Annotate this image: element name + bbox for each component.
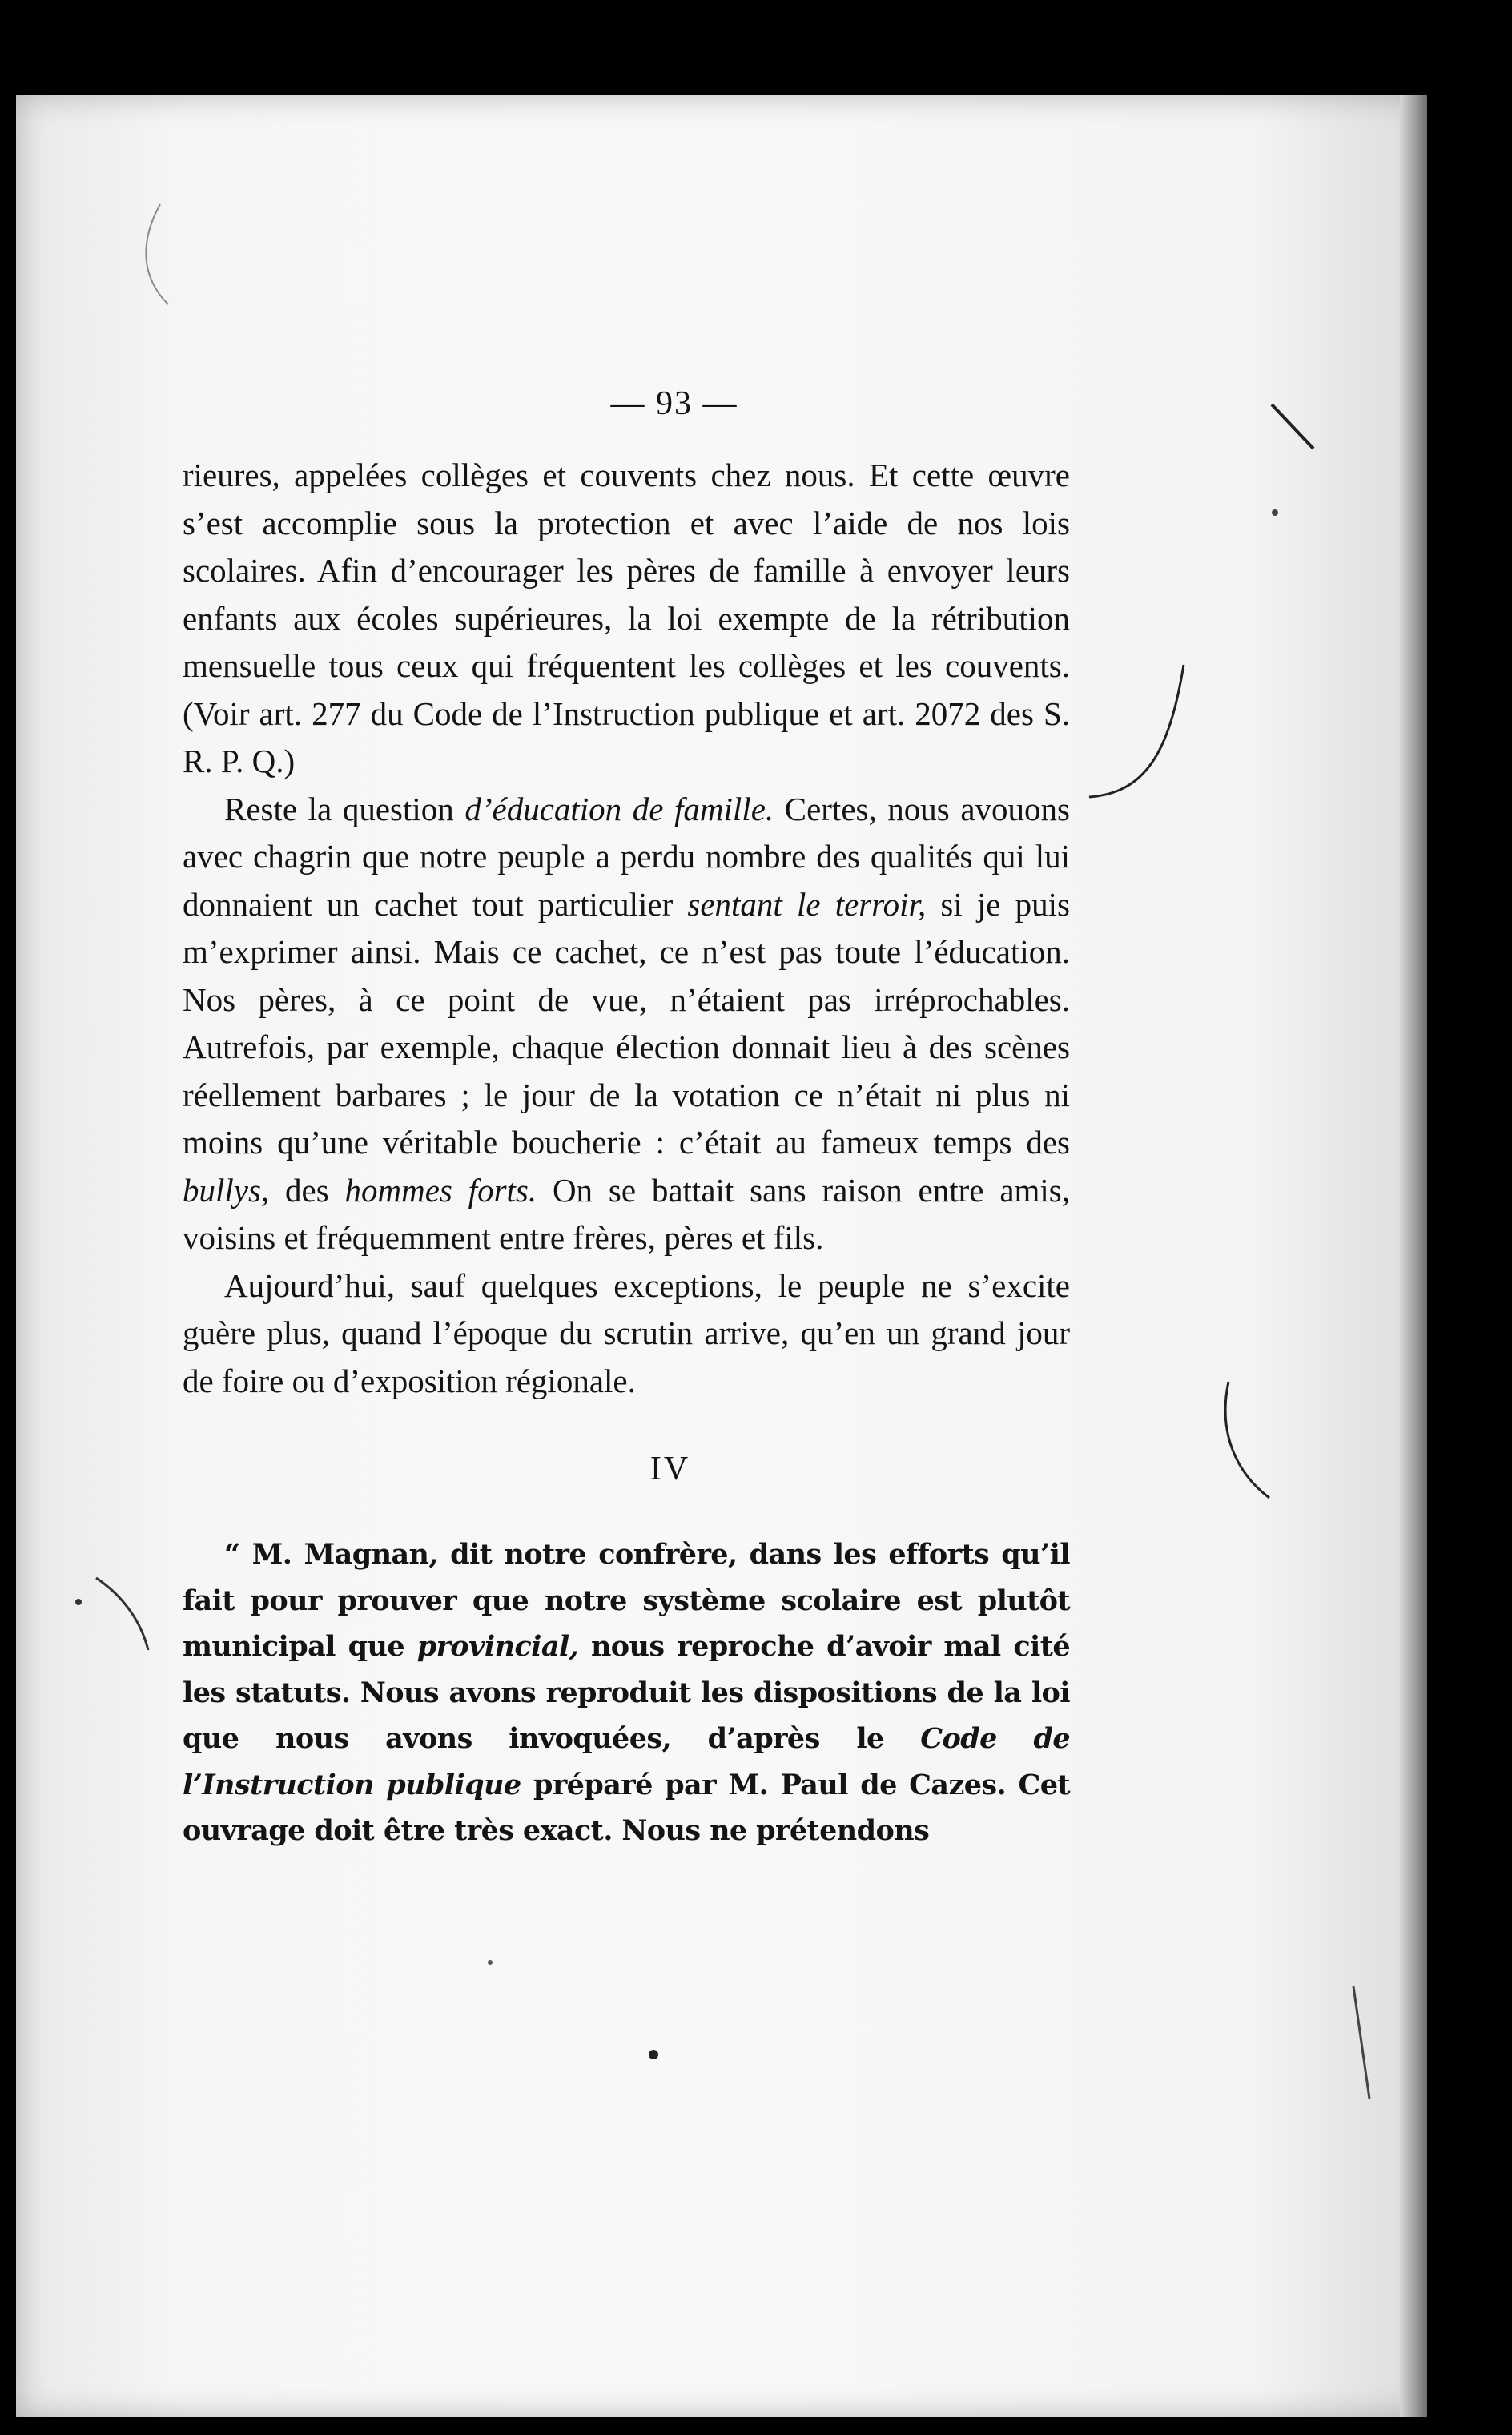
bottom-edge-mark — [1353, 1986, 1369, 2099]
italic-phrase: hommes forts. — [344, 1171, 537, 1209]
paragraph-text: Certes, nous avouons avec chagrin que notre peuple a perdu nombre des qualités qui lui donnaient un cachet tout particulier — [183, 790, 1070, 923]
margin-bracket-mark — [1089, 665, 1184, 797]
paragraph-text: si je puis m’exprimer ainsi. Mais ce cachet, ce n’est pas toute l’éducation. Nos pères, à ce point de vue, n’étaient pas irréprochables. Autrefois, par exemple, chaque élection donnait lieu à des scènes réellement barbares ; le jour de la votation ce n’était ni plus ni moins qu’une véritable boucherie : c’était au fameux temps des — [183, 885, 1070, 1161]
paragraph-text: Reste la question — [224, 790, 465, 827]
left-edge-curve — [146, 204, 168, 304]
paragraph-text: des — [269, 1171, 345, 1209]
paragraph — [183, 1262, 1070, 1406]
page-number: — 93 — — [610, 385, 738, 422]
italic-phrase: sentant le terroir, — [687, 885, 927, 923]
quote-text: “ M. Magnan, dit notre confrère, dans les efforts qu’il fait pour prouver que notre système scolaire est plutôt municipal que — [183, 1538, 1070, 1663]
margin-curve-mark — [1225, 1382, 1269, 1498]
italic-phrase: d’éducation de famille. — [464, 790, 774, 827]
paragraph-text: rieures, appelées collèges et couvents chez nous. Et cette œuvre s’est accomplie sous la protection et avec l’aide de nos lois scolaires. Afin d’encourager les pères de famille à envoyer leurs enfants aux écoles supérieures, la loi exempte de la rétribution mensuelle tous ceux qui fréquentent les collèges et les couvents. (Voir art. 277 du Code de l’Instruction publique et art. 2072 des S. R. P. Q.) — [183, 457, 1070, 779]
quoted-passage — [183, 1531, 1070, 1854]
italic-phrase: Code de l’Instruction publique — [183, 1722, 1070, 1801]
left-edge-mark — [96, 1578, 148, 1650]
paragraph-text: Aujourd’hui, sauf quelques exceptions, le peuple ne s’excite guère plus, quand l’époque du scrutin arrive, qu’en un grand jour de foire ou d’exposition régionale. — [183, 1266, 1070, 1399]
quote-paragraph — [183, 1531, 1070, 1854]
ink-speck — [649, 2050, 658, 2059]
ink-speck — [1272, 509, 1278, 516]
ink-speck — [75, 1599, 82, 1605]
paragraph — [183, 786, 1070, 1262]
margin-dash-mark — [1272, 404, 1313, 449]
paragraph-text: On se battait sans raison entre amis, voisins et fréquemment entre frères, pères et fils. — [183, 1171, 1070, 1256]
quote-text: préparé par M. Paul de Cazes. Cet ouvrage doit être très exact. Nous ne prétendons — [183, 1768, 1070, 1847]
page-text-block — [183, 384, 1070, 1854]
ink-speck — [488, 1960, 493, 1965]
body-text — [183, 452, 1070, 1405]
paragraph — [183, 452, 1070, 786]
quote-text: nous reproche d’avoir mal cité les statuts. Nous avons reproduit les dispositions de la loi que nous avons invoquées, d’après le — [183, 1630, 1070, 1755]
italic-phrase: bullys, — [183, 1171, 270, 1209]
section-heading: IV — [649, 1451, 691, 1487]
italic-phrase: provincial, — [416, 1630, 579, 1663]
